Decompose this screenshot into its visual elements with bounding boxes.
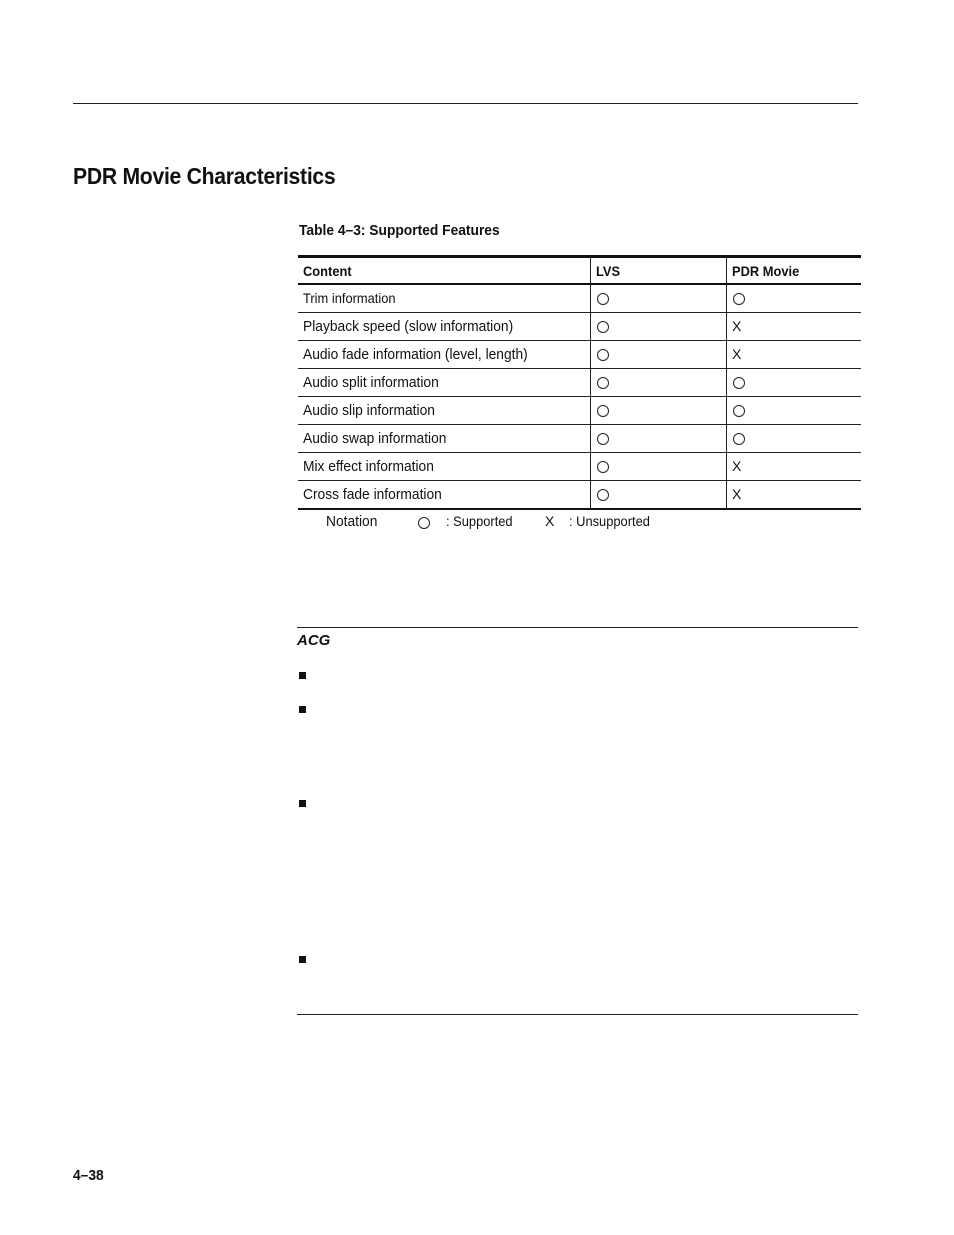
table-caption: Table 4–3: Supported Features — [299, 222, 500, 239]
pdr-movie-cell — [727, 453, 862, 481]
note-top-rule — [297, 627, 858, 628]
lvs-cell — [591, 341, 727, 369]
pdr-movie-cell — [727, 481, 862, 510]
circle-icon — [597, 489, 609, 501]
circle-icon — [418, 517, 430, 529]
bullet-icon — [299, 706, 306, 713]
circle-icon — [597, 377, 609, 389]
lvs-cell — [591, 481, 727, 510]
content-cell: Mix effect information — [298, 453, 591, 481]
content-cell: Trim information — [298, 284, 591, 313]
content-cell: Audio swap information — [298, 425, 591, 453]
x-mark: X — [732, 458, 742, 474]
x-mark: X — [732, 486, 742, 502]
notation-supported-text: : Supported — [446, 513, 513, 529]
table-header-row — [298, 257, 861, 285]
table-row — [298, 481, 861, 510]
content-cell: Audio split information — [298, 369, 591, 397]
notation-legend — [326, 513, 706, 533]
circle-icon — [597, 349, 609, 361]
content-cell: Cross fade information — [303, 486, 442, 503]
table-row — [298, 284, 861, 313]
table-row — [298, 313, 861, 341]
top-rule — [73, 103, 858, 104]
section-title: PDR Movie Characteristics — [73, 163, 336, 189]
lvs-cell — [591, 397, 727, 425]
lvs-cell — [591, 453, 727, 481]
x-mark: X — [732, 346, 742, 362]
table-body — [298, 284, 861, 509]
note-heading: ACG — [297, 632, 331, 649]
column-header-lvs: LVS — [591, 257, 727, 285]
pdr-movie-cell — [727, 425, 862, 453]
table-row — [298, 425, 861, 453]
pdr-movie-cell — [727, 397, 862, 425]
pdr-movie-cell — [727, 284, 862, 313]
bullet-icon — [299, 800, 306, 807]
table-row — [298, 369, 861, 397]
circle-icon — [733, 405, 745, 417]
notation-x-mark: X — [545, 513, 555, 529]
x-mark: X — [732, 318, 742, 334]
notation-unsupported-text: : Unsupported — [569, 513, 650, 529]
bullet-icon — [299, 956, 306, 963]
circle-icon — [597, 405, 609, 417]
circle-icon — [597, 433, 609, 445]
column-header-content: Content — [298, 257, 591, 285]
note-bottom-rule — [297, 1014, 858, 1015]
circle-icon — [597, 321, 609, 333]
lvs-cell — [591, 313, 727, 341]
notation-label: Notation — [326, 513, 378, 530]
circle-icon — [597, 461, 609, 473]
column-header-pdr-movie: PDR Movie — [727, 257, 862, 285]
table-row — [298, 397, 861, 425]
bullet-icon — [299, 672, 306, 679]
pdr-movie-cell — [727, 313, 862, 341]
lvs-cell — [591, 284, 727, 313]
content-cell: Playback speed (slow information) — [298, 313, 591, 341]
table-row — [298, 341, 861, 369]
content-cell: Audio fade information (level, length) — [298, 341, 591, 369]
circle-icon — [733, 377, 745, 389]
lvs-cell — [591, 425, 727, 453]
table-row — [298, 453, 861, 481]
circle-icon — [733, 293, 745, 305]
page-number: 4–38 — [73, 1167, 104, 1184]
circle-icon — [733, 433, 745, 445]
pdr-movie-cell — [727, 369, 862, 397]
pdr-movie-cell — [727, 341, 862, 369]
circle-icon — [597, 293, 609, 305]
content-cell: Audio slip information — [298, 397, 591, 425]
supported-features-table — [298, 255, 861, 510]
lvs-cell — [591, 369, 727, 397]
